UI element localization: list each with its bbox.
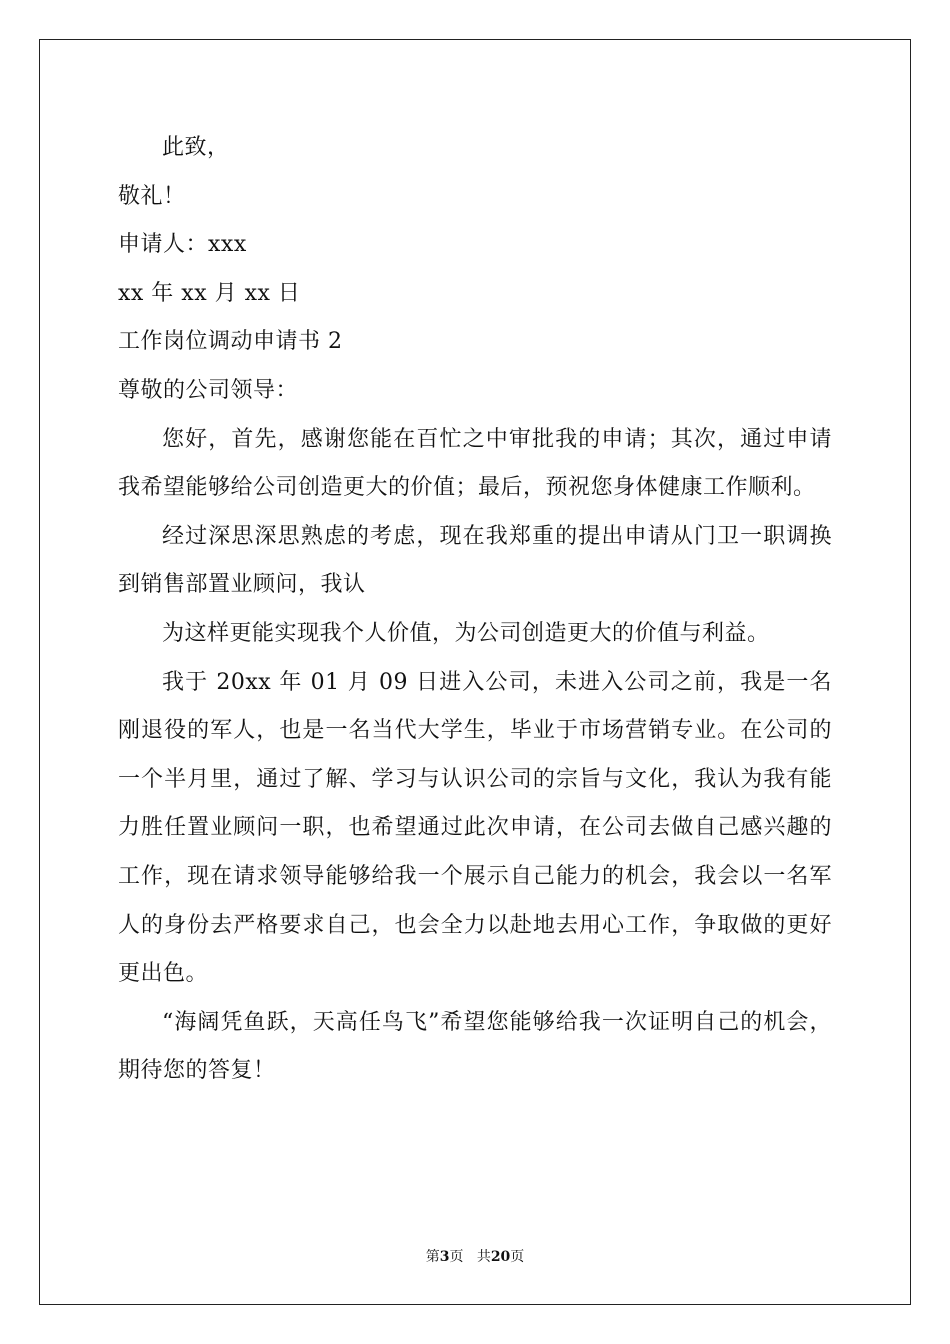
salute-line: 敬礼！ — [118, 183, 186, 209]
page-footer — [0, 1246, 950, 1266]
total-pages: 20 — [490, 1249, 511, 1265]
applicant-line: 申请人：xxx — [118, 232, 247, 258]
paragraph: 经过深思深思熟虑的考虑，现在我郑重的提出申请从门卫一职调换到销售部置业顾问，我认 — [118, 523, 832, 598]
paragraph: 为这样更能实现我个人价值，为公司创造更大的价值与利益。 — [162, 620, 770, 646]
document-body — [118, 124, 832, 1096]
date-line: xx 年 xx 月 xx 日 — [118, 280, 301, 306]
greeting-line: 尊敬的公司领导： — [118, 377, 299, 403]
paragraph: 您好，首先，感谢您能在百忙之中审批我的申请；其次，通过申请我希望能够给公司创造更大的价值；最后，预祝您身体健康工作顺利。 — [118, 426, 832, 501]
total-prefix: 共 — [476, 1249, 491, 1265]
total-suffix: 页 — [510, 1249, 525, 1265]
page-suffix: 页 — [449, 1249, 464, 1265]
paragraph: “海阔凭鱼跃，天高任鸟飞”希望您能够给我一次证明自己的机会，期待您的答复！ — [118, 1009, 832, 1084]
page-prefix: 第 — [425, 1249, 440, 1265]
paragraph: 我于 20xx 年 01 月 09 日进入公司，未进入公司之前，我是一名刚退役的军人，也是一名当代大学生，毕业于市场营销专业。在公司的一个半月里，通过了解、学习与认识公司的宗旨与文化，我认为我有能力胜任置业顾问一职，也希望通过此次申请，在公司去做自己感兴趣的工作，现在请求领导能够给我一个展示自己能力的机会，我会以一名军人的身份去严格要求自己，也会全力以赴地去用心工作，争取做的更好更出色。 — [118, 669, 832, 987]
page-number: 3 — [439, 1249, 450, 1265]
document-heading: 工作岗位调动申请书 2 — [118, 329, 343, 355]
closing-line: 此致， — [162, 135, 230, 160]
